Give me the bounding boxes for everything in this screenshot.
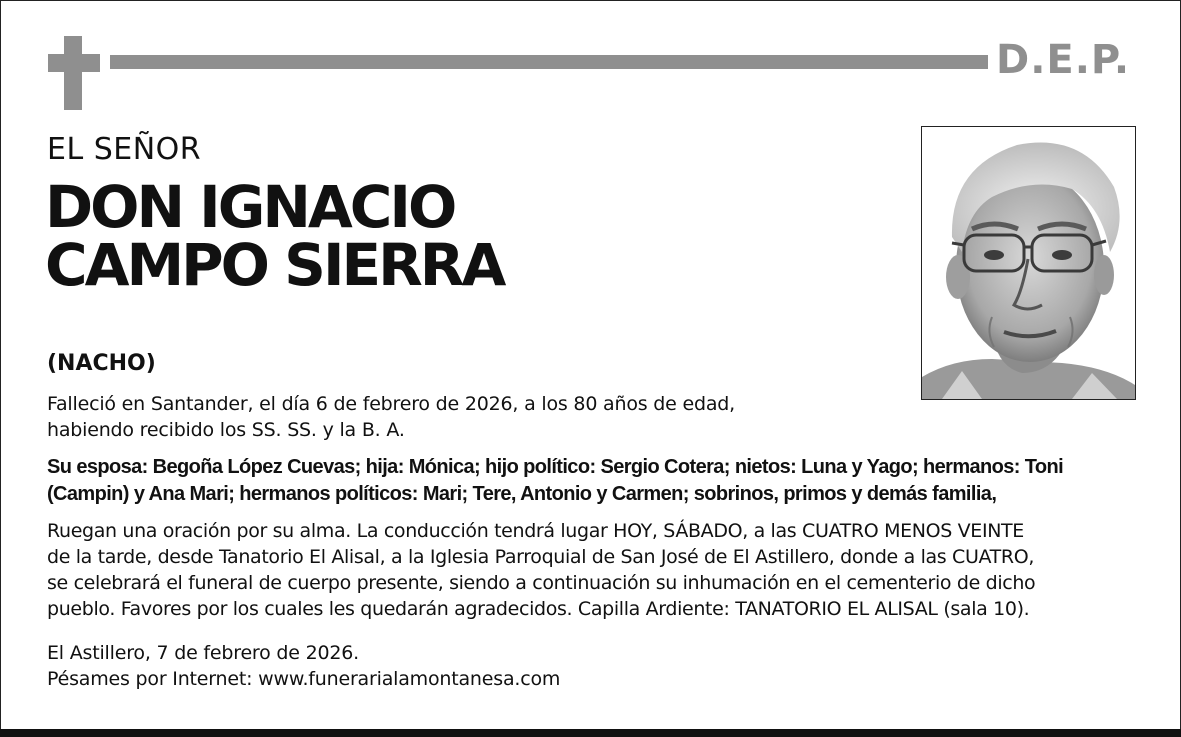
ceremony-line: Ruegan una oración por su alma. La conducción tendrá lugar HOY, SÁBADO, a las CUATRO MENOS VEINTE bbox=[47, 520, 1024, 542]
family-line: (Campin) y Ana Mari; hermanos políticos: Mari; Tere, Antonio y Carmen; sobrinos, primos y demás familia, bbox=[47, 483, 997, 505]
closing-paragraph bbox=[47, 640, 560, 692]
dep-label: D.E.P. bbox=[996, 37, 1131, 83]
family-line: Su esposa: Begoña López Cuevas; hija: Mónica; hijo político: Sergio Cotera; nietos: Luna y Yago; hermanos: Toni bbox=[47, 456, 1064, 478]
deceased-name bbox=[45, 173, 504, 299]
name-line-2: CAMPO SIERRA bbox=[45, 231, 504, 299]
death-line: habiendo recibido los SS. SS. y la B. A. bbox=[47, 419, 405, 441]
place-date-line: El Astillero, 7 de febrero de 2026. bbox=[47, 642, 359, 664]
nickname: (NACHO) bbox=[47, 351, 156, 376]
family-paragraph bbox=[47, 454, 1063, 508]
death-paragraph bbox=[47, 391, 735, 443]
portrait-photo bbox=[921, 126, 1136, 400]
header-rule bbox=[110, 55, 988, 69]
name-line-1: DON IGNACIO bbox=[45, 173, 455, 241]
honorific: EL SEÑOR bbox=[47, 132, 202, 167]
bottom-rule bbox=[0, 729, 1181, 737]
condolences-line: Pésames por Internet: www.funerarialamontanesa.com bbox=[47, 668, 561, 690]
ceremony-paragraph bbox=[47, 518, 1035, 622]
cross-icon bbox=[48, 36, 100, 110]
ceremony-line: de la tarde, desde Tanatorio El Alisal, a la Iglesia Parroquial de San José de El Astillero, donde a las CUATRO, bbox=[47, 546, 1035, 568]
ceremony-line: se celebrará el funeral de cuerpo presente, siendo a continuación su inhumación en el cementerio de dicho bbox=[47, 572, 1036, 594]
death-line: Falleció en Santander, el día 6 de febrero de 2026, a los 80 años de edad, bbox=[47, 393, 735, 415]
ceremony-line: pueblo. Favores por los cuales les quedarán agradecidos. Capilla Ardiente: TANATORIO EL ALISAL (sala 10). bbox=[47, 598, 1030, 620]
